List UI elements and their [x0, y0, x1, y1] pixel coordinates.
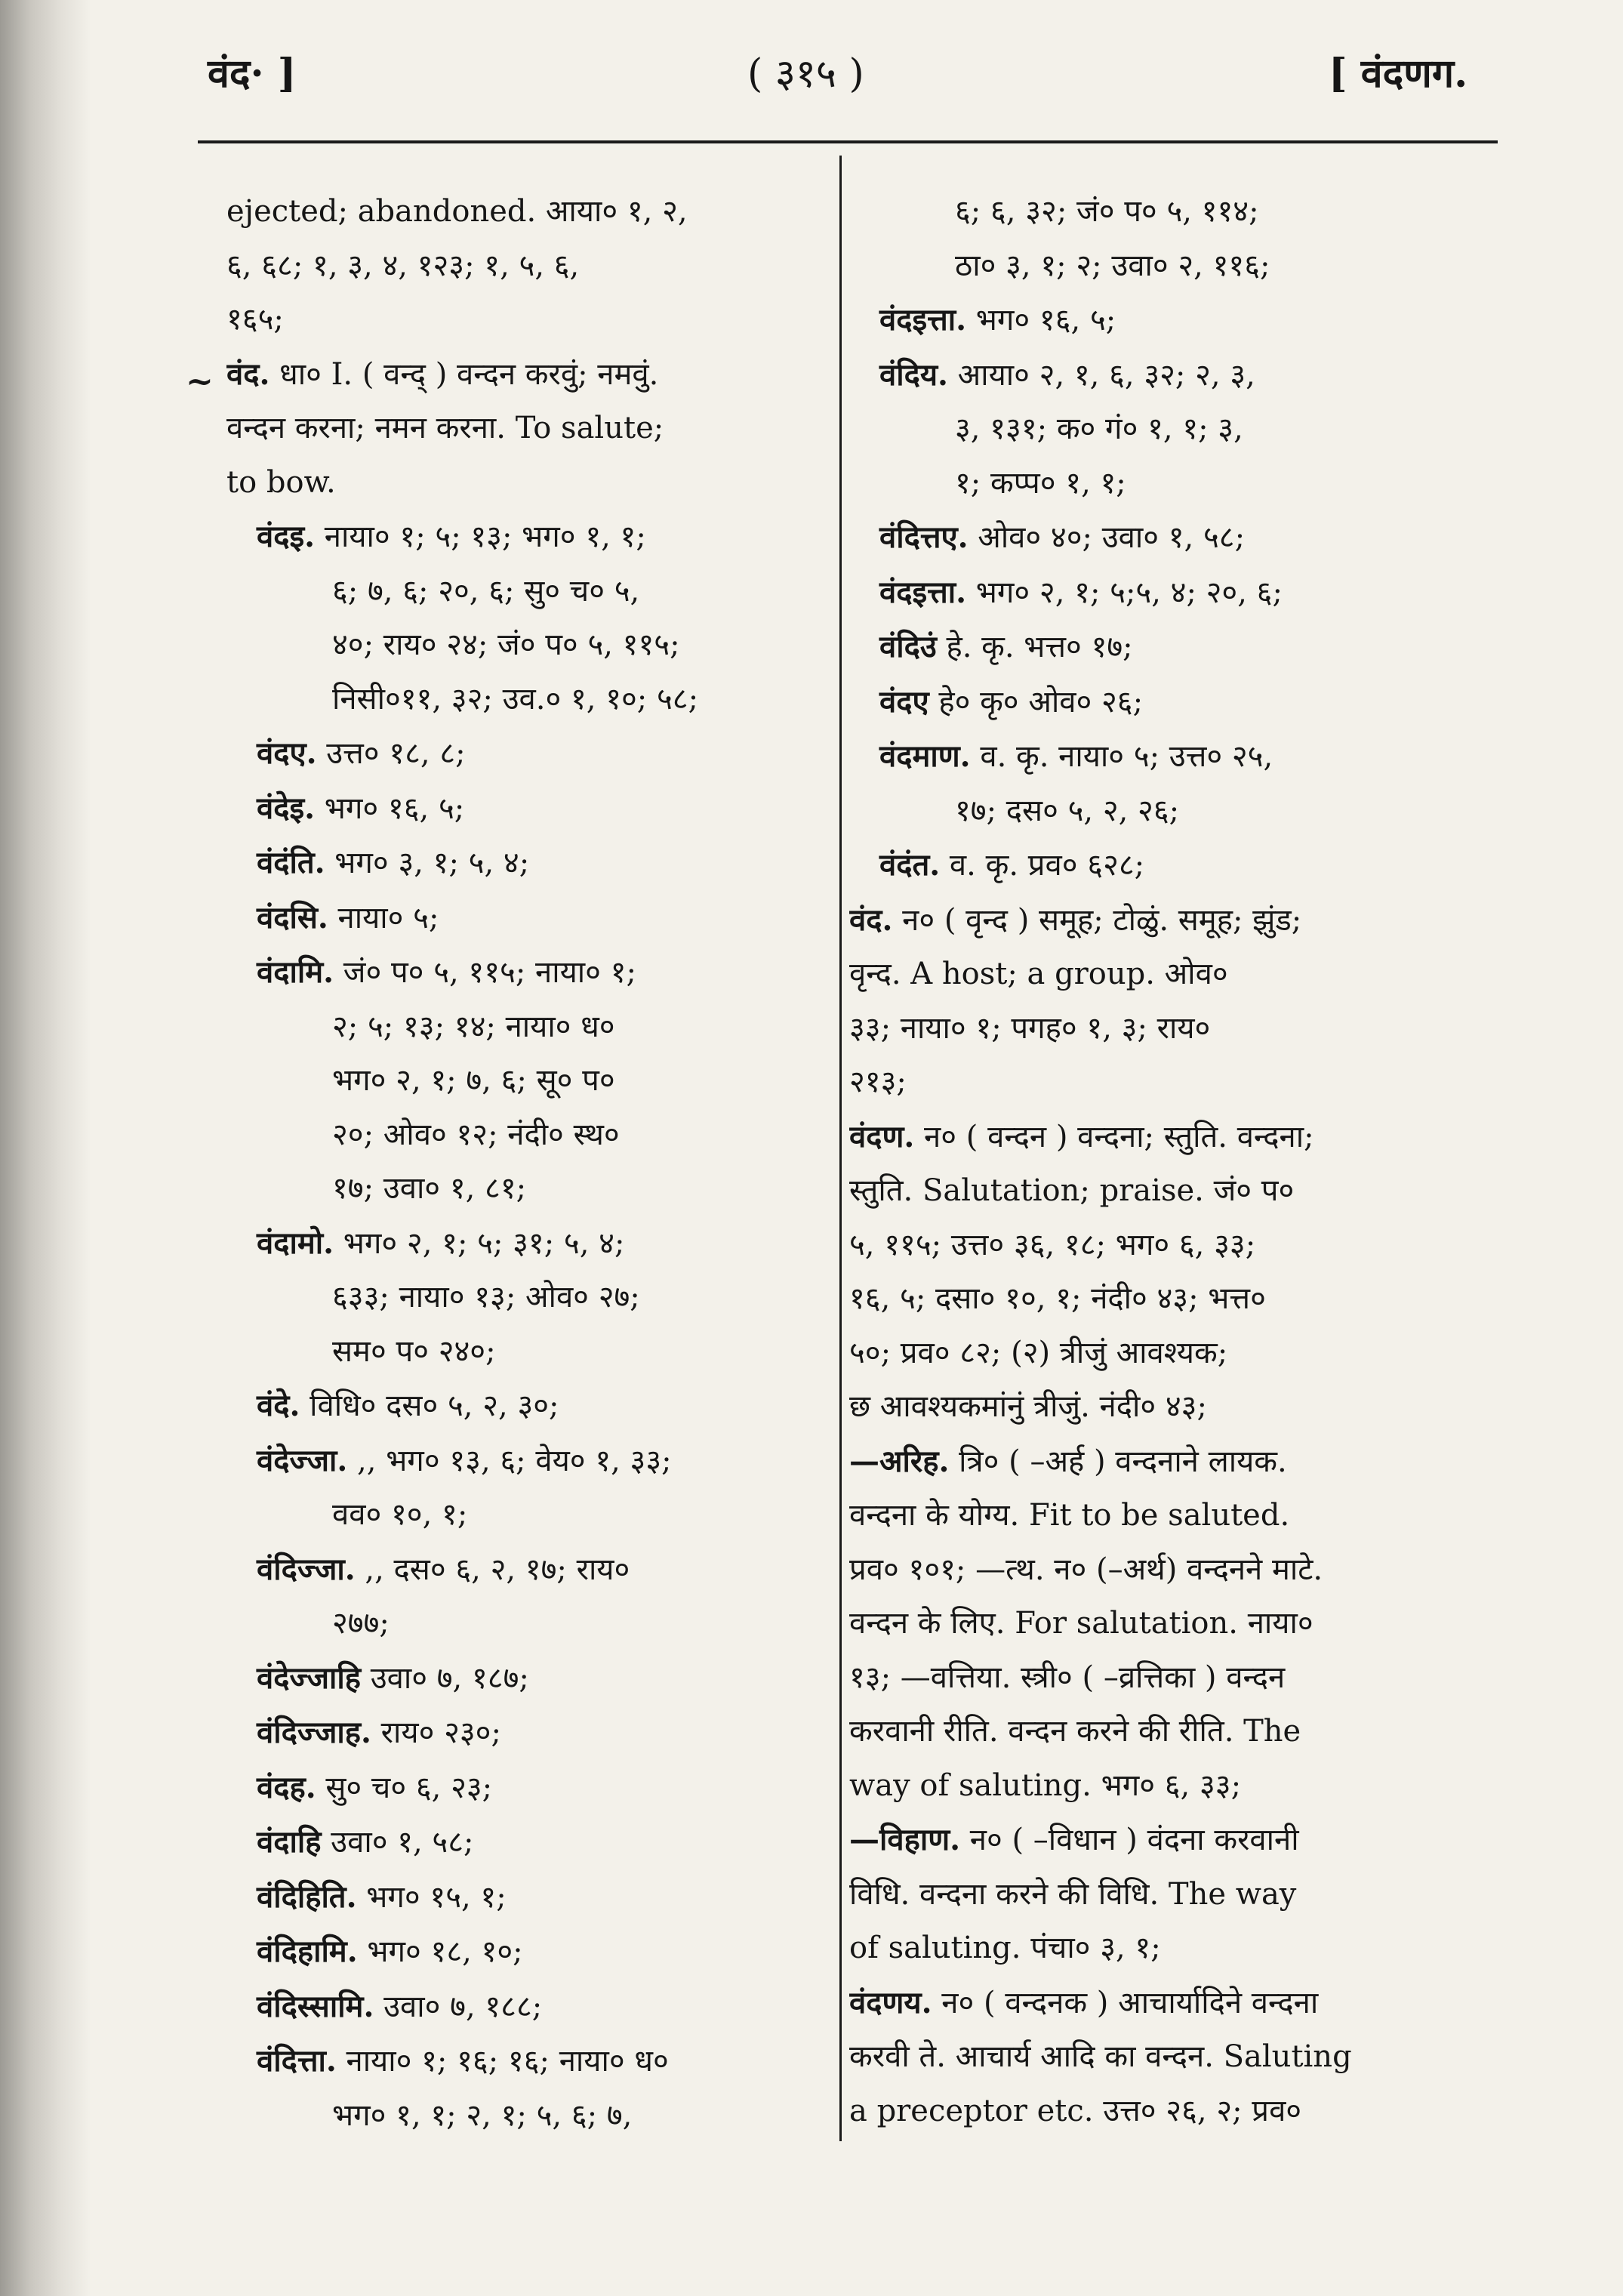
headword: वंदिहामि. [257, 1934, 358, 1969]
entry-line [849, 1705, 1487, 1759]
entry-line [226, 1980, 823, 2035]
entry-line [226, 1761, 823, 1816]
headword: वंदिस्सामि. [257, 1988, 374, 2024]
entry-text: त्रि० ( –अर्ह ) वन्दनाने लायक. [949, 1444, 1287, 1479]
entry-line [849, 784, 1487, 839]
entry-text: भग० १५, १; [356, 1879, 507, 1915]
entry-line [849, 1759, 1487, 1814]
entry-line [849, 1813, 1487, 1868]
entry-line [226, 1000, 823, 1055]
entry-text: भग० १, १; २, १; ५, ६; ७, [332, 2097, 633, 2133]
entry-text: ओव० ४०; उवा० १, ५८; [968, 520, 1246, 555]
entry-text: वन्दन के लिए. For salutation. नाया० [849, 1606, 1313, 1641]
headword: वंदेज्जा. [257, 1442, 348, 1478]
entry-text: विधि० दस० ५, २, ३०; [300, 1388, 559, 1423]
entry-text: व. कृ. नाया० ५; उत्त० २५, [970, 739, 1273, 774]
entry-line [226, 510, 823, 565]
headword: वंदमाण. [879, 738, 971, 774]
headword: वंद. [226, 356, 270, 392]
entry-line [226, 402, 823, 456]
entry-line [849, 348, 1487, 403]
entry-text: न० ( –विधान ) वंदना करवानी [960, 1823, 1299, 1857]
entry-text: विधि. वन्दना करने की विधि. The way [849, 1876, 1297, 1912]
entry-text: २; ५; १३; १४; नाया० ध० [332, 1009, 615, 1044]
entry-text: न० ( वन्दनक ) आचार्यादिने वन्दना [932, 1985, 1319, 2020]
entry-line [849, 293, 1487, 348]
entry-line [226, 1162, 823, 1216]
entry-text: उवा० ७, १८८; [374, 1989, 543, 2024]
header-left-guideword: वंद· ] [208, 51, 297, 97]
entry-text: ,, भग० १३, ६; वेय० १, ३३; [347, 1443, 672, 1478]
headword: वंदित्तए. [879, 519, 969, 555]
entry-text: करवी ते. आचार्य आदि का वन्दन. Saluting [849, 2039, 1352, 2074]
entry-line [849, 1543, 1487, 1598]
entry-line [849, 185, 1487, 239]
column-divider [839, 156, 842, 2141]
entry-text: ३, १३१; क० गं० १, १; ३, [955, 411, 1243, 446]
entry-text: वव० १०, १; [332, 1497, 468, 1532]
entry-line [226, 1925, 823, 1980]
entry-text: ejected; abandoned. आया० १, २, [226, 194, 688, 229]
page-number: ( ३१५ ) [747, 51, 864, 97]
entry-line [226, 1054, 823, 1108]
entry-line [226, 1542, 823, 1598]
entry-line [849, 1868, 1487, 1922]
entry-text: to bow. [226, 464, 336, 500]
entry-line [226, 1434, 823, 1489]
entry-text: वृन्द. A host; a group. ओव० [849, 957, 1228, 991]
entry-line [226, 1488, 823, 1542]
headword: वंदइ. [257, 519, 316, 554]
entry-line [849, 1002, 1487, 1056]
entry-line [226, 239, 823, 294]
entry-text: सु० च० ६, २३; [316, 1770, 493, 1805]
entry-line [226, 781, 823, 837]
entry-text: भग० १८, १०; [357, 1934, 523, 1969]
entry-line [849, 1164, 1487, 1219]
entry-line [226, 1216, 823, 1271]
entry-line [226, 2089, 823, 2143]
entry-line [226, 726, 823, 781]
entry-line [849, 2030, 1487, 2085]
entry-text: भग० २, १; ५;५, ४; २०, ६; [966, 575, 1283, 610]
entry-line [226, 1870, 823, 1925]
entry-text: आया० २, १, ६, ३२; २, ३, [947, 357, 1255, 393]
entry-line [226, 1271, 823, 1325]
entry-line [849, 838, 1487, 893]
headword: वंदिहिति. [257, 1878, 357, 1915]
entry-line [226, 565, 823, 619]
entry-text: व. कृ. प्रव० ६२८; [940, 848, 1145, 883]
entry-line [849, 239, 1487, 294]
entry-text: भग० ३, १; ५, ४; [325, 846, 530, 880]
headword: वंदे. [257, 1388, 300, 1423]
entry-text: १; कप्प० १, १; [955, 465, 1126, 501]
entry-line [849, 1651, 1487, 1706]
left-column [226, 185, 823, 2148]
entry-text: २७७; [332, 1606, 390, 1641]
entry-line [226, 891, 823, 946]
headword: वंदिय. [879, 356, 948, 393]
entry-line [849, 566, 1487, 621]
entry-line [226, 456, 823, 510]
headword: वंदंत. [879, 847, 941, 883]
entry-text: ६; ६, ३२; जं० प० ५, ११४; [955, 194, 1259, 229]
entry-line [849, 620, 1487, 675]
entry-text: भग० १६, ५; [966, 303, 1116, 337]
entry-text: way of saluting. भग० ६, ३३; [849, 1767, 1242, 1803]
entry-text: वन्दन करना; नमन करना. To salute; [226, 411, 664, 445]
entry-text: ठा० ३, १; २; उवा० २, ११६; [955, 248, 1270, 283]
entry-text: २१३; [849, 1065, 907, 1099]
entry-line [849, 457, 1487, 511]
entry-line [849, 948, 1487, 1002]
entry-text: स्तुति. Salutation; praise. जं० प० [849, 1173, 1295, 1208]
entry-text: ,, दस० ६, २, १७; राय० [355, 1552, 630, 1587]
entry-text: ४०; राय० २४; जं० प० ५, ११५; [332, 627, 680, 662]
headword: वंदह. [257, 1769, 316, 1805]
entry-text: २०; ओव० १२; नंदी० स्थ० [332, 1117, 620, 1152]
headword: वंदिज्जा. [257, 1551, 356, 1587]
entry-line [849, 1489, 1487, 1543]
headword: वंदिज्जाह. [257, 1715, 371, 1750]
headword: वंदित्ता. [257, 2043, 337, 2079]
entry-line [226, 1651, 823, 1706]
entry-text: नाया० १; १६; १६; नाया० ध० [336, 2044, 669, 2079]
entry-text: ३३; नाया० १; पगह० १, ३; राय० [849, 1010, 1211, 1046]
entry-text: ६३३; नाया० १३; ओव० २७; [332, 1280, 640, 1314]
entry-text: वन्दना के योग्य. Fit to be saluted. [849, 1498, 1290, 1533]
entry-text: १३; —वत्तिया. स्त्री० ( –व्रत्तिका ) वन्दन [849, 1660, 1286, 1695]
entry-text: प्रव० १०१; —त्थ. न० (–अर्थ) वन्दनने माटे. [849, 1552, 1323, 1587]
entry-text: करवानी रीति. वन्दन करने की रीति. The [849, 1714, 1301, 1749]
entry-text: ६, ६८; १, ३, ४, १२३; १, ५, ६, [226, 248, 580, 283]
entry-text: नाया० ५; [328, 900, 439, 935]
entry-text: निसी०११, ३२; उव.० १, १०; ५८; [332, 681, 699, 717]
margin-check-mark: ~ [186, 362, 214, 401]
headword: —विहाण. [849, 1822, 961, 1857]
headword: —अरिह. [849, 1443, 950, 1479]
book-spine-shadow [0, 0, 91, 2296]
headword: वंदए [879, 683, 929, 720]
entry-text: उवा० ७, १८७; [361, 1660, 529, 1696]
entry-line [226, 347, 823, 402]
entry-line [226, 673, 823, 727]
headword: वंदइत्ता. [879, 302, 967, 337]
headword: वंदेइ. [257, 790, 316, 826]
entry-line [849, 729, 1487, 784]
entry-line [226, 945, 823, 1000]
headword: वंदामो. [257, 1225, 334, 1261]
headword: वंदाहि [257, 1824, 322, 1860]
headword: वंदणय. [849, 1984, 932, 2020]
entry-text: नाया० १; ५; १३; भग० १, १; [315, 519, 646, 554]
entry-line [849, 402, 1487, 457]
entry-line [849, 1327, 1487, 1381]
entry-text: न० ( वन्दन ) वन्दना; स्तुति. वन्दना; [914, 1119, 1314, 1154]
entry-text: १७; उवा० १, ८१; [332, 1171, 527, 1206]
entry-text: उत्त० १८, ८; [316, 736, 466, 771]
entry-line [849, 1435, 1487, 1490]
entry-line [226, 1325, 823, 1379]
entry-text: सम० प० २४०; [332, 1333, 496, 1369]
entry-text: हे० कृ० ओव० २६; [929, 684, 1144, 720]
entry-line [849, 1597, 1487, 1651]
headword: वंदिउं [879, 629, 937, 664]
headword: वंद. [849, 901, 893, 938]
headword: वंदए. [257, 735, 317, 771]
entry-line [849, 1056, 1487, 1110]
entry-line [849, 893, 1487, 948]
entry-text: धा० I. ( वन्द् ) वन्दन करवुं; नमवुं. [269, 356, 659, 392]
entry-line [226, 1108, 823, 1163]
entry-line [849, 1380, 1487, 1435]
headword: वंदेज्जाहि [257, 1660, 361, 1696]
entry-line [226, 1597, 823, 1651]
entry-text: १६, ५; दसा० १०, १; नंदी० ४३; भत्त० [849, 1281, 1266, 1316]
entry-text: राय० २३०; [371, 1715, 501, 1750]
entry-text: भग० २, १; ५; ३१; ५, ४; [334, 1225, 625, 1261]
entry-text: भग० १६, ५; [315, 791, 465, 826]
header-right-guideword: [ वंदणग. [1329, 51, 1468, 97]
entry-line [849, 675, 1487, 730]
headword: वंदामि. [257, 954, 334, 990]
entry-text: ५०; प्रव० ८२; (२) त्रीजुं आवश्यक; [849, 1335, 1228, 1370]
entry-line [226, 2034, 823, 2089]
header-rule [198, 140, 1498, 143]
entry-text: ५, ११५; उत्त० ३६, १८; भग० ६, ३३; [849, 1227, 1256, 1262]
entry-line [849, 2085, 1487, 2139]
entry-text: न० ( वृन्द ) समूह; टोळुं. समूह; झुंड; [892, 902, 1302, 938]
entry-line [226, 1815, 823, 1870]
entry-line [849, 1272, 1487, 1327]
entry-line [226, 1379, 823, 1434]
entry-text: of saluting. पंचा० ३, १; [849, 1931, 1161, 1965]
entry-line [226, 836, 823, 891]
entry-line [849, 1219, 1487, 1273]
entry-text: १७; दस० ५, २, २६; [955, 793, 1180, 828]
right-column [849, 185, 1487, 2148]
entry-line [226, 618, 823, 673]
entry-text: जं० प० ५, ११५; नाया० १; [334, 955, 636, 990]
headword: वंदण. [849, 1118, 915, 1154]
entry-line [849, 1976, 1487, 2031]
entry-line [226, 185, 823, 239]
entry-text: छ आवश्यकमांनुं त्रीजुं. नंदी० ४३; [849, 1389, 1207, 1424]
entry-line [226, 1706, 823, 1761]
entry-line [849, 1110, 1487, 1165]
entry-text: ६; ७, ६; २०, ६; सु० च० ५, [332, 573, 640, 609]
entry-text: १६५; [226, 302, 284, 337]
entry-line [849, 510, 1487, 566]
entry-text: भग० २, १; ७, ६; सू० प० [332, 1063, 615, 1098]
headword: वंदसि. [257, 899, 328, 935]
entry-line [226, 293, 823, 347]
headword: वंदइत्ता. [879, 574, 967, 610]
entry-text: a preceptor etc. उत्त० २६, २; प्रव० [849, 2093, 1302, 2128]
headword: वंदंति. [257, 845, 325, 880]
entry-text: हे. कृ. भत्त० १७; [936, 630, 1133, 664]
entry-line [849, 1922, 1487, 1976]
entry-text: उवा० १, ५८; [321, 1825, 474, 1860]
